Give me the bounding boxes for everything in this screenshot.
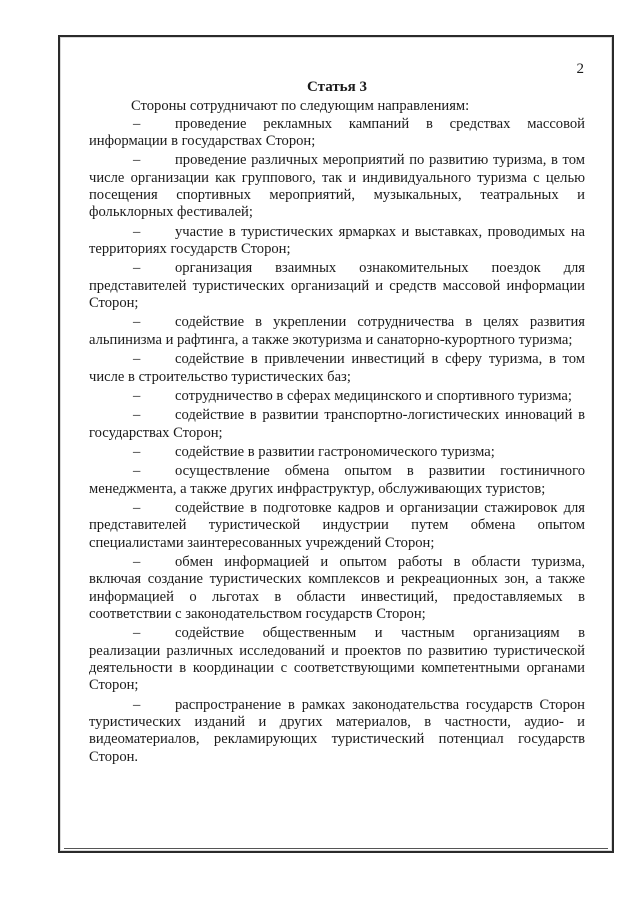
list-item: [89, 444, 585, 461]
list-dash: –: [133, 463, 141, 480]
list-dash: –: [133, 443, 141, 460]
list-item: [89, 500, 585, 552]
list-dash: –: [133, 407, 141, 424]
list-item-text: обмен информацией и опытом работы в области туризма, включая создание туристических комплексов и рекреационных зон, а также информацией о льготах в области инвестиций, предоставляемых в соответствии с законодательством государств Сторон;: [89, 553, 585, 622]
list-item-text: организация взаимных ознакомительных поездок для представителей туристических организаций и средств массовой информации Сторон;: [89, 260, 585, 312]
directions-list: [89, 116, 585, 766]
page-number: 2: [576, 61, 584, 77]
page-frame: [58, 35, 614, 853]
list-dash: –: [133, 696, 141, 713]
list-item-text: содействие в развитии транспортно-логистических инноваций в государствах Сторон;: [89, 407, 585, 441]
list-item-text: проведение рекламных кампаний в средствах массовой информации в государствах Сторон;: [89, 115, 585, 150]
list-item: [89, 697, 585, 766]
list-item: [89, 260, 585, 312]
list-item: [89, 351, 585, 386]
list-item-text: содействие в развитии гастрономического туризма;: [175, 443, 495, 460]
list-item: [89, 314, 585, 349]
list-item-text: содействие в подготовке кадров и организации стажировок для представителей туристической индустрии путем обмена опытом специалистами заинтересованных учреждений Сторон;: [89, 499, 585, 551]
list-item-text: участие в туристических ярмарках и выставках, проводимых на территориях государств Сторон;: [89, 223, 585, 258]
list-item-text: сотрудничество в сферах медицинского и спортивного туризма;: [175, 387, 572, 404]
list-item-text: осуществление обмена опытом в развитии гостиничного менеджмента, а также других инфраструктур, обслуживающих туристов;: [89, 463, 585, 497]
list-item: [89, 224, 585, 259]
list-dash: –: [133, 314, 141, 331]
list-item-text: содействие в привлечении инвестиций в сферу туризма, в том числе в строительство туристических баз;: [89, 351, 585, 385]
list-dash: –: [133, 152, 141, 169]
list-item-text: содействие в укреплении сотрудничества в целях развития альпинизма и рафтинга, а также экотуризма и санаторно-курортного туризма;: [89, 314, 585, 348]
list-item: [89, 152, 585, 221]
list-item: [89, 463, 585, 498]
article-intro: Стороны сотрудничают по следующим направлениям:: [131, 98, 470, 115]
list-dash: –: [133, 553, 141, 570]
list-item: [89, 116, 585, 151]
article-title: Статья 3: [307, 79, 367, 95]
list-item: [89, 625, 585, 694]
list-dash: –: [133, 387, 141, 404]
list-item-text: распространение в рамках законодательства государств Сторон туристических изданий и других материалов, в частности, аудио- и видеоматериалов, рекламирующих туристический потенциал государств Сторон.: [89, 696, 585, 765]
list-dash: –: [133, 115, 141, 132]
list-item: [89, 554, 585, 623]
list-item-text: проведение различных мероприятий по развитию туризма, в том числе организации как группового, так и индивидуального туризма с целью посещения спортивных мероприятий, музыкальных, театральных и фольклорных фестивалей;: [89, 152, 585, 221]
list-item: [89, 407, 585, 442]
list-dash: –: [133, 351, 141, 368]
list-dash: –: [133, 499, 141, 516]
document-body: [89, 79, 585, 768]
list-item-text: содействие общественным и частным организациям в реализации различных исследований и проектов по развитию туристической деятельности в координации с соответствующими компетентными органами Сторон;: [89, 625, 585, 694]
list-dash: –: [133, 260, 141, 277]
list-item: [89, 388, 585, 405]
list-dash: –: [133, 223, 141, 240]
list-dash: –: [133, 625, 141, 642]
